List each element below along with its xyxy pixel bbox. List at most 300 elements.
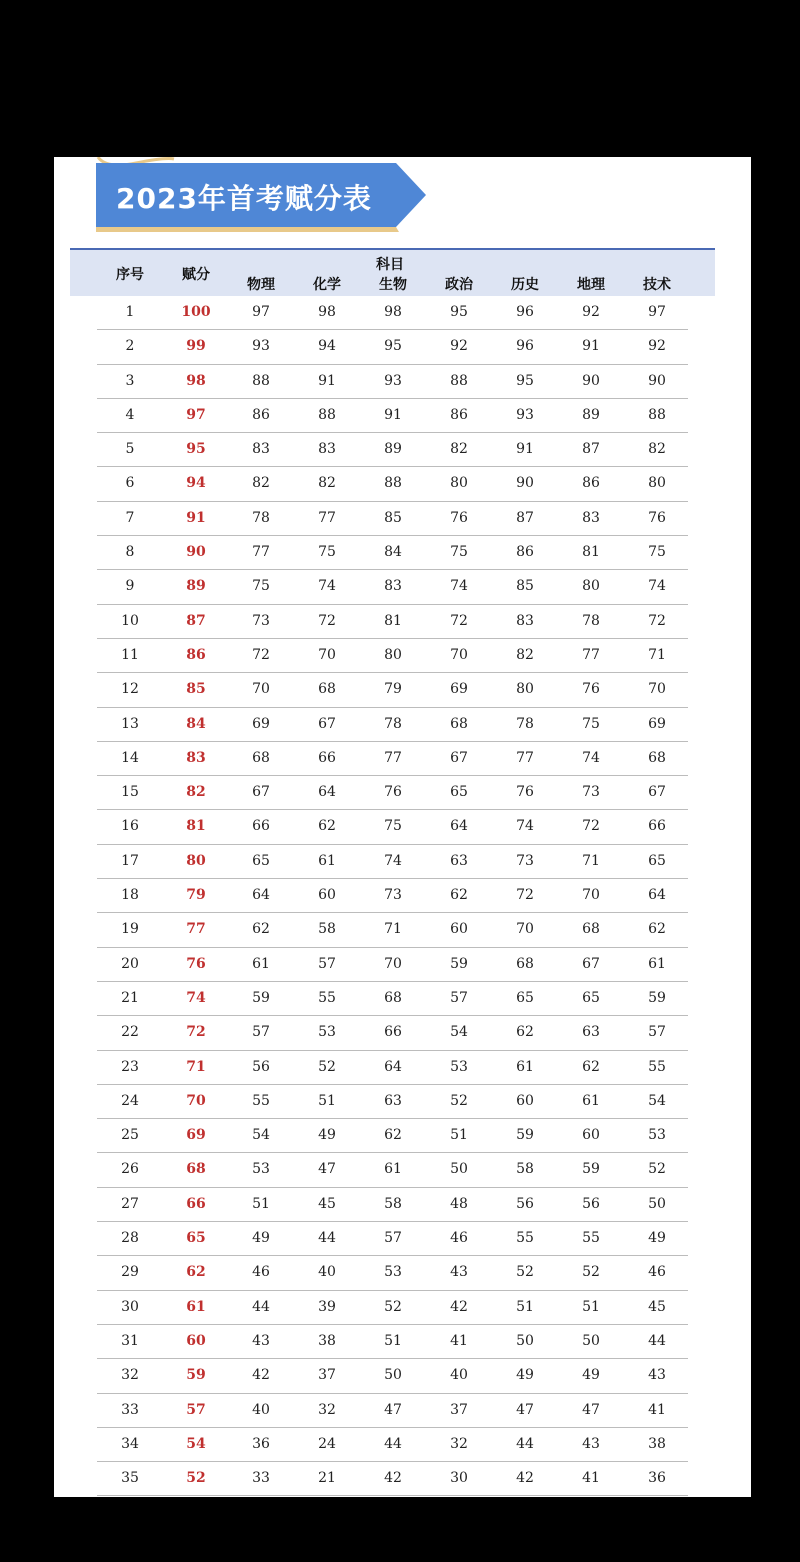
subject-raw-score: 63 <box>384 1092 402 1109</box>
subject-raw-score: 60 <box>582 1127 600 1144</box>
column-divider <box>426 570 429 603</box>
assigned-score: 89 <box>186 578 206 595</box>
column-header-8: 技术 <box>643 277 671 293</box>
column-divider <box>360 1016 363 1049</box>
row-index: 24 <box>121 1092 139 1109</box>
subject-raw-score: 68 <box>582 921 600 938</box>
column-divider <box>228 1256 231 1289</box>
column-divider <box>492 1085 495 1118</box>
column-divider <box>558 776 561 809</box>
subject-raw-score: 51 <box>450 1127 468 1144</box>
subject-raw-score: 78 <box>516 715 534 732</box>
subject-raw-score: 45 <box>318 1195 336 1212</box>
subject-raw-score: 42 <box>450 1298 468 1315</box>
subject-raw-score: 62 <box>516 1024 534 1041</box>
row-index: 9 <box>125 578 135 595</box>
subject-raw-score: 72 <box>318 612 336 629</box>
column-divider <box>294 1051 297 1084</box>
subject-raw-score: 75 <box>384 818 402 835</box>
column-divider <box>228 296 231 329</box>
column-divider <box>624 845 627 878</box>
subject-raw-score: 82 <box>450 441 468 458</box>
assigned-score: 70 <box>186 1092 206 1109</box>
subject-raw-score: 94 <box>318 338 336 355</box>
column-divider <box>624 1359 627 1392</box>
column-divider <box>228 982 231 1015</box>
column-divider <box>492 845 495 878</box>
subject-raw-score: 81 <box>384 612 402 629</box>
assigned-score: 76 <box>186 955 206 972</box>
column-divider <box>492 1222 495 1255</box>
column-divider <box>426 1222 429 1255</box>
subject-raw-score: 98 <box>384 304 402 320</box>
subject-raw-score: 61 <box>648 955 666 972</box>
subject-raw-score: 86 <box>252 406 270 423</box>
subject-raw-score: 37 <box>450 1401 468 1418</box>
document-page <box>54 157 751 1497</box>
subject-raw-score: 85 <box>516 578 534 595</box>
column-divider <box>228 776 231 809</box>
column-divider <box>426 1119 429 1152</box>
column-divider <box>360 570 363 603</box>
column-divider <box>360 1325 363 1358</box>
subject-raw-score: 69 <box>450 681 468 698</box>
column-divider <box>294 330 297 363</box>
subject-raw-score: 78 <box>582 612 600 629</box>
subject-raw-score: 60 <box>318 887 336 904</box>
subject-raw-score: 78 <box>252 509 270 526</box>
subject-raw-score: 57 <box>450 989 468 1006</box>
subject-raw-score: 57 <box>252 1024 270 1041</box>
row-index: 31 <box>121 1332 139 1349</box>
table-row <box>97 1394 688 1428</box>
subject-raw-score: 47 <box>384 1401 402 1418</box>
column-divider <box>558 948 561 981</box>
subject-raw-score: 58 <box>318 921 336 938</box>
column-divider <box>360 536 363 569</box>
table-row <box>97 605 688 639</box>
column-divider <box>558 605 561 638</box>
column-divider <box>294 433 297 466</box>
subject-raw-score: 24 <box>318 1435 336 1452</box>
column-divider <box>558 913 561 946</box>
column-divider <box>624 433 627 466</box>
subject-raw-score: 60 <box>516 1092 534 1109</box>
table-row <box>97 1325 688 1359</box>
column-divider <box>558 1119 561 1152</box>
row-index: 11 <box>121 646 139 663</box>
column-divider <box>294 1291 297 1324</box>
row-index: 17 <box>121 852 139 869</box>
subject-raw-score: 44 <box>384 1435 402 1452</box>
subject-raw-score: 71 <box>384 921 402 938</box>
subject-raw-score: 87 <box>582 441 600 458</box>
assigned-score: 52 <box>186 1470 206 1487</box>
subject-raw-score: 64 <box>450 818 468 835</box>
assigned-score: 54 <box>186 1435 206 1452</box>
column-divider <box>426 330 429 363</box>
subject-raw-score: 70 <box>516 921 534 938</box>
column-divider <box>492 1428 495 1461</box>
subject-raw-score: 96 <box>516 338 534 355</box>
subject-raw-score: 43 <box>450 1264 468 1281</box>
column-divider <box>360 330 363 363</box>
table-row <box>97 467 688 501</box>
subject-raw-score: 67 <box>648 784 666 801</box>
subject-raw-score: 68 <box>252 749 270 766</box>
column-divider <box>360 982 363 1015</box>
subject-raw-score: 41 <box>582 1470 600 1487</box>
column-divider <box>558 708 561 741</box>
assigned-score: 82 <box>186 784 206 801</box>
assigned-score: 83 <box>186 749 206 766</box>
column-divider <box>360 913 363 946</box>
column-divider <box>360 502 363 535</box>
subject-raw-score: 88 <box>318 406 336 423</box>
subject-raw-score: 72 <box>648 612 666 629</box>
subject-raw-score: 57 <box>648 1024 666 1041</box>
assigned-score: 94 <box>186 475 206 492</box>
subject-raw-score: 55 <box>516 1230 534 1247</box>
subject-raw-score: 88 <box>450 372 468 389</box>
column-divider <box>558 1325 561 1358</box>
column-divider <box>294 1188 297 1221</box>
table-row <box>97 570 688 604</box>
column-divider <box>426 399 429 432</box>
column-divider <box>360 433 363 466</box>
subject-raw-score: 75 <box>648 544 666 561</box>
row-index: 35 <box>121 1470 139 1487</box>
subject-raw-score: 59 <box>516 1127 534 1144</box>
group-header-subjects: 科目 <box>376 257 404 273</box>
column-divider <box>294 1119 297 1152</box>
column-divider <box>294 982 297 1015</box>
title-banner <box>96 161 428 225</box>
subject-raw-score: 30 <box>450 1470 468 1487</box>
column-divider <box>228 467 231 500</box>
subject-raw-score: 77 <box>384 749 402 766</box>
column-divider <box>426 1359 429 1392</box>
column-divider <box>492 673 495 706</box>
subject-raw-score: 58 <box>516 1161 534 1178</box>
subject-raw-score: 78 <box>384 715 402 732</box>
column-divider <box>163 1462 166 1495</box>
subject-raw-score: 92 <box>648 338 666 355</box>
column-divider <box>294 673 297 706</box>
table-row <box>97 639 688 673</box>
column-divider <box>360 605 363 638</box>
column-divider <box>163 296 166 329</box>
subject-raw-score: 65 <box>252 852 270 869</box>
column-divider <box>228 1085 231 1118</box>
column-divider <box>624 639 627 672</box>
column-divider <box>492 1119 495 1152</box>
column-divider <box>163 879 166 912</box>
column-divider <box>294 1325 297 1358</box>
column-divider <box>360 1085 363 1118</box>
column-divider <box>426 1016 429 1049</box>
subject-raw-score: 46 <box>450 1230 468 1247</box>
subject-raw-score: 93 <box>252 338 270 355</box>
subject-raw-score: 83 <box>252 441 270 458</box>
subject-raw-score: 43 <box>252 1332 270 1349</box>
subject-raw-score: 70 <box>318 646 336 663</box>
column-divider <box>228 1188 231 1221</box>
assigned-score: 77 <box>186 921 206 938</box>
subject-raw-score: 70 <box>450 646 468 663</box>
assigned-score: 87 <box>186 612 206 629</box>
column-divider <box>228 1291 231 1324</box>
subject-raw-score: 33 <box>252 1470 270 1487</box>
subject-raw-score: 56 <box>516 1195 534 1212</box>
subject-raw-score: 72 <box>516 887 534 904</box>
column-divider <box>228 570 231 603</box>
column-divider <box>163 1428 166 1461</box>
column-divider <box>426 433 429 466</box>
column-divider <box>228 948 231 981</box>
column-divider <box>492 433 495 466</box>
column-header-4: 生物 <box>379 277 407 293</box>
column-divider <box>163 1153 166 1186</box>
subject-raw-score: 42 <box>252 1367 270 1384</box>
column-divider <box>624 605 627 638</box>
subject-raw-score: 66 <box>384 1024 402 1041</box>
column-divider <box>558 982 561 1015</box>
column-divider <box>624 502 627 535</box>
subject-raw-score: 95 <box>450 304 468 320</box>
column-divider <box>492 1188 495 1221</box>
column-divider <box>426 1153 429 1186</box>
column-divider <box>163 1394 166 1427</box>
subject-raw-score: 49 <box>252 1230 270 1247</box>
subject-raw-score: 61 <box>252 955 270 972</box>
assigned-score: 61 <box>186 1298 206 1315</box>
column-divider <box>360 1291 363 1324</box>
column-divider <box>426 708 429 741</box>
table-row <box>97 982 688 1016</box>
subject-raw-score: 63 <box>450 852 468 869</box>
subject-raw-score: 32 <box>450 1435 468 1452</box>
subject-raw-score: 65 <box>516 989 534 1006</box>
column-divider <box>426 1051 429 1084</box>
table-row <box>97 365 688 399</box>
subject-raw-score: 92 <box>582 304 600 320</box>
column-header-7: 地理 <box>577 277 605 293</box>
subject-raw-score: 42 <box>384 1470 402 1487</box>
subject-raw-score: 80 <box>648 475 666 492</box>
subject-raw-score: 76 <box>384 784 402 801</box>
column-divider <box>558 296 561 329</box>
column-divider <box>360 673 363 706</box>
subject-raw-score: 82 <box>516 646 534 663</box>
subject-raw-score: 74 <box>516 818 534 835</box>
column-divider <box>360 810 363 843</box>
subject-raw-score: 32 <box>318 1401 336 1418</box>
subject-raw-score: 74 <box>384 852 402 869</box>
subject-raw-score: 40 <box>252 1401 270 1418</box>
table-row <box>97 1256 688 1290</box>
row-index: 4 <box>125 406 135 423</box>
column-divider <box>163 433 166 466</box>
subject-raw-score: 74 <box>318 578 336 595</box>
column-divider <box>492 776 495 809</box>
column-divider <box>163 845 166 878</box>
row-index: 12 <box>121 681 139 698</box>
column-divider <box>426 296 429 329</box>
column-divider <box>228 330 231 363</box>
row-index: 2 <box>125 338 135 355</box>
row-index: 28 <box>121 1230 139 1247</box>
subject-raw-score: 52 <box>384 1298 402 1315</box>
row-index: 21 <box>121 989 139 1006</box>
table-row <box>97 708 688 742</box>
column-divider <box>163 536 166 569</box>
column-divider <box>624 1462 627 1495</box>
column-divider <box>294 536 297 569</box>
column-divider <box>492 810 495 843</box>
subject-raw-score: 96 <box>516 304 534 320</box>
column-divider <box>426 1085 429 1118</box>
subject-raw-score: 91 <box>582 338 600 355</box>
column-divider <box>360 1051 363 1084</box>
table-row <box>97 1188 688 1222</box>
subject-raw-score: 81 <box>582 544 600 561</box>
column-divider <box>492 879 495 912</box>
row-index: 30 <box>121 1298 139 1315</box>
column-divider <box>558 639 561 672</box>
assigned-score: 97 <box>186 406 206 423</box>
subject-raw-score: 46 <box>252 1264 270 1281</box>
subject-raw-score: 72 <box>582 818 600 835</box>
column-divider <box>163 1291 166 1324</box>
column-divider <box>426 1394 429 1427</box>
table-row <box>97 776 688 810</box>
assigned-score: 68 <box>186 1161 206 1178</box>
column-divider <box>492 948 495 981</box>
column-divider <box>558 1428 561 1461</box>
subject-raw-score: 43 <box>648 1367 666 1384</box>
column-divider <box>360 845 363 878</box>
assigned-score: 59 <box>186 1367 206 1384</box>
column-divider <box>624 673 627 706</box>
column-divider <box>558 742 561 775</box>
subject-raw-score: 59 <box>252 989 270 1006</box>
subject-raw-score: 98 <box>318 304 336 320</box>
column-divider <box>426 982 429 1015</box>
column-divider <box>558 1394 561 1427</box>
column-divider <box>163 776 166 809</box>
column-divider <box>426 502 429 535</box>
column-divider <box>163 913 166 946</box>
row-index: 18 <box>121 887 139 904</box>
subject-raw-score: 73 <box>252 612 270 629</box>
subject-raw-score: 86 <box>516 544 534 561</box>
subject-raw-score: 40 <box>450 1367 468 1384</box>
subject-raw-score: 76 <box>450 509 468 526</box>
column-divider <box>228 810 231 843</box>
subject-raw-score: 49 <box>648 1230 666 1247</box>
column-divider <box>294 1256 297 1289</box>
column-divider <box>624 365 627 398</box>
column-divider <box>624 536 627 569</box>
subject-raw-score: 43 <box>582 1435 600 1452</box>
column-divider <box>360 1222 363 1255</box>
subject-raw-score: 90 <box>516 475 534 492</box>
column-header-3: 化学 <box>313 277 341 293</box>
column-divider <box>492 913 495 946</box>
assigned-score: 81 <box>186 818 206 835</box>
subject-raw-score: 88 <box>648 406 666 423</box>
subject-raw-score: 53 <box>648 1127 666 1144</box>
column-divider <box>624 708 627 741</box>
column-divider <box>492 467 495 500</box>
column-header-5: 政治 <box>445 277 473 293</box>
assigned-score: 99 <box>186 338 206 355</box>
column-divider <box>163 467 166 500</box>
column-divider <box>360 296 363 329</box>
subject-raw-score: 64 <box>384 1058 402 1075</box>
subject-raw-score: 49 <box>318 1127 336 1144</box>
column-divider <box>163 1016 166 1049</box>
subject-raw-score: 83 <box>384 578 402 595</box>
subject-raw-score: 59 <box>648 989 666 1006</box>
subject-raw-score: 67 <box>450 749 468 766</box>
column-divider <box>228 1394 231 1427</box>
subject-raw-score: 62 <box>252 921 270 938</box>
column-divider <box>624 913 627 946</box>
assigned-score: 79 <box>186 887 206 904</box>
column-divider <box>163 948 166 981</box>
assigned-score: 69 <box>186 1127 206 1144</box>
row-index: 33 <box>121 1401 139 1418</box>
table-row <box>97 1222 688 1256</box>
row-index: 16 <box>121 818 139 835</box>
subject-raw-score: 87 <box>516 509 534 526</box>
column-divider <box>228 1325 231 1358</box>
subject-raw-score: 60 <box>450 921 468 938</box>
column-divider <box>624 1325 627 1358</box>
column-divider <box>492 1325 495 1358</box>
column-divider <box>294 1016 297 1049</box>
subject-raw-score: 75 <box>450 544 468 561</box>
column-divider <box>492 1462 495 1495</box>
subject-raw-score: 76 <box>516 784 534 801</box>
subject-raw-score: 65 <box>648 852 666 869</box>
column-divider <box>360 639 363 672</box>
subject-raw-score: 40 <box>318 1264 336 1281</box>
subject-raw-score: 62 <box>318 818 336 835</box>
subject-raw-score: 64 <box>318 784 336 801</box>
subject-raw-score: 75 <box>318 544 336 561</box>
subject-raw-score: 61 <box>516 1058 534 1075</box>
column-divider <box>228 742 231 775</box>
subject-raw-score: 38 <box>648 1435 666 1452</box>
column-divider <box>624 1256 627 1289</box>
column-divider <box>558 1085 561 1118</box>
column-divider <box>558 502 561 535</box>
column-divider <box>294 467 297 500</box>
assigned-score: 65 <box>186 1230 206 1247</box>
column-divider <box>228 536 231 569</box>
column-divider <box>558 330 561 363</box>
subject-raw-score: 95 <box>516 372 534 389</box>
column-divider <box>426 673 429 706</box>
subject-raw-score: 82 <box>318 475 336 492</box>
assigned-score: 86 <box>186 646 206 663</box>
subject-raw-score: 50 <box>450 1161 468 1178</box>
column-divider <box>163 399 166 432</box>
subject-raw-score: 51 <box>252 1195 270 1212</box>
